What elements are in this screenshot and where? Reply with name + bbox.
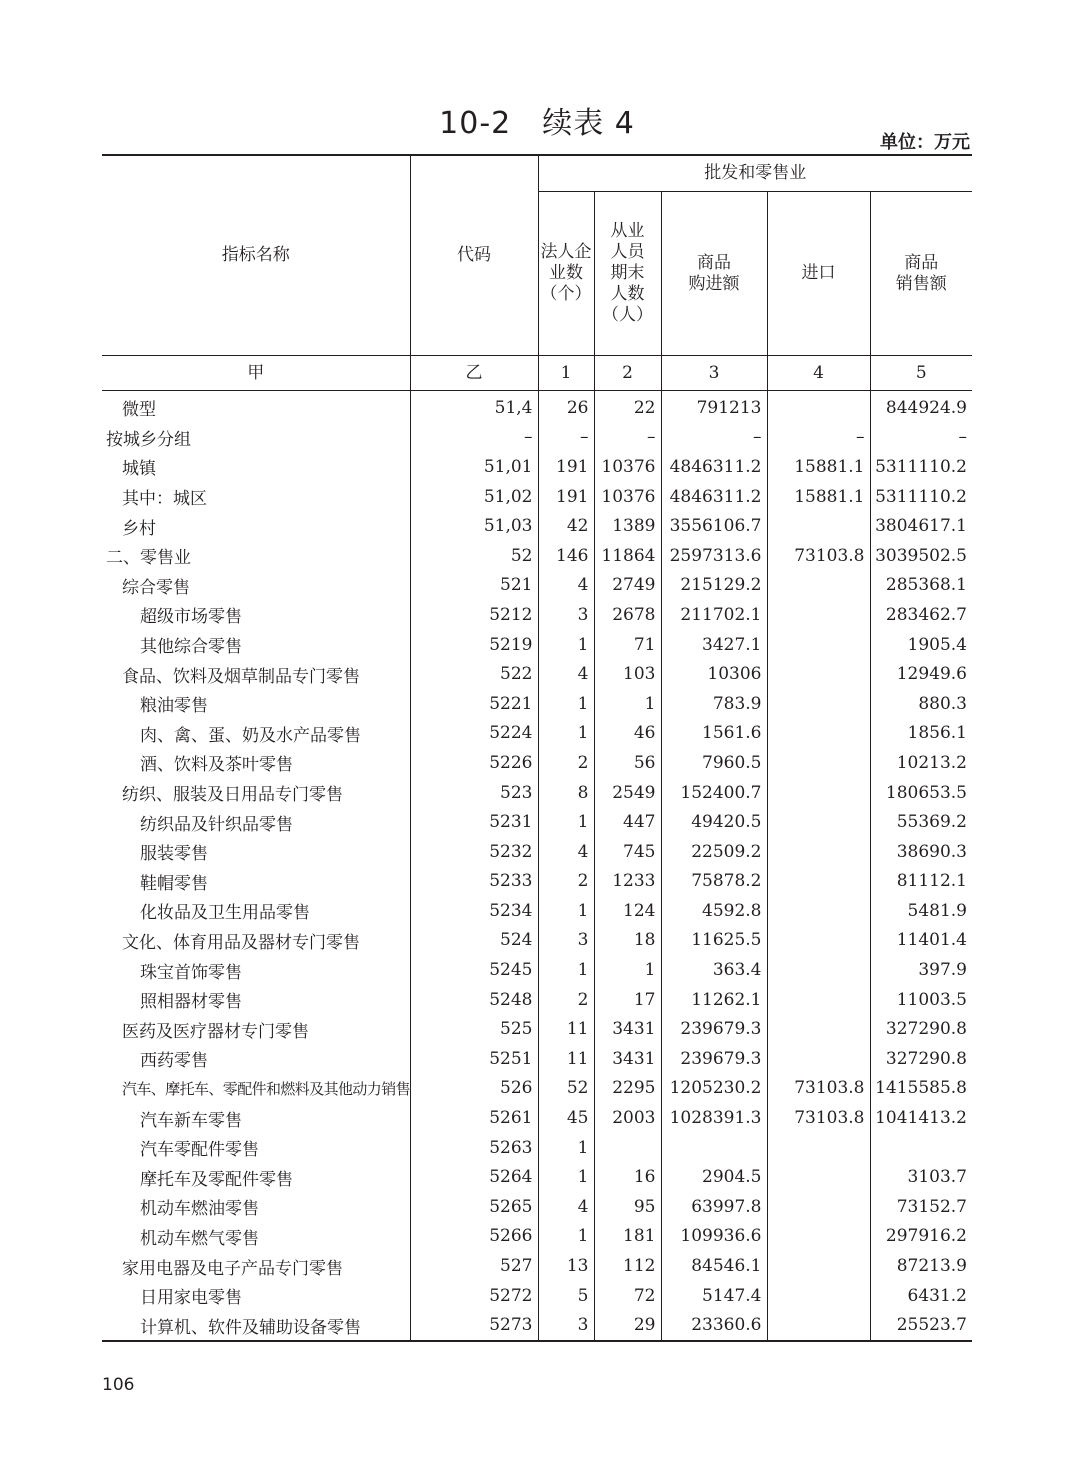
index-name: 甲	[102, 356, 410, 391]
cell-c5: 880.3	[870, 689, 972, 719]
table-row	[102, 391, 972, 423]
cell-c2: 447	[594, 807, 661, 837]
cell-c3: 49420.5	[661, 807, 767, 837]
index-code: 乙	[410, 356, 538, 391]
cell-c4	[767, 1222, 870, 1252]
cell-code: –	[410, 423, 538, 453]
cell-c5: 297916.2	[870, 1222, 972, 1252]
cell-c3: 7960.5	[661, 748, 767, 778]
index-col-2: 2	[594, 356, 661, 391]
cell-c1: 11	[538, 1014, 594, 1044]
cell-c1: 45	[538, 1103, 594, 1133]
row-name: 家用电器及电子产品专门零售	[122, 1258, 343, 1279]
cell-c4	[767, 1192, 870, 1222]
cell-code: 5272	[410, 1281, 538, 1311]
cell-c5: 3804617.1	[870, 511, 972, 541]
cell-c4	[767, 867, 870, 897]
cell-c3: 363.4	[661, 955, 767, 985]
cell-c3: 783.9	[661, 689, 767, 719]
cell-code: 527	[410, 1251, 538, 1281]
row-name: 粮油零售	[140, 696, 208, 717]
cell-code: 51,4	[410, 391, 538, 423]
cell-c4: –	[767, 423, 870, 453]
cell-c2: –	[594, 423, 661, 453]
table-title: 10-2 续表 4	[439, 106, 635, 141]
cell-c4: 15881.1	[767, 452, 870, 482]
cell-c1: 8	[538, 778, 594, 808]
cell-c2: 745	[594, 837, 661, 867]
cell-c5: 5311110.2	[870, 452, 972, 482]
row-name: 汽车新车零售	[140, 1110, 242, 1131]
cell-code: 5245	[410, 955, 538, 985]
cell-code: 5273	[410, 1310, 538, 1341]
row-name: 二、零售业	[106, 548, 191, 569]
cell-c5: 3039502.5	[870, 541, 972, 571]
row-name: 摩托车及零配件零售	[140, 1169, 293, 1190]
table-row	[102, 541, 972, 571]
cell-code: 524	[410, 926, 538, 956]
table-row	[102, 778, 972, 808]
cell-c5: 1905.4	[870, 630, 972, 660]
row-name: 医药及医疗器材专门零售	[122, 1021, 309, 1042]
cell-c5: 25523.7	[870, 1310, 972, 1341]
cell-c5: 3103.7	[870, 1162, 972, 1192]
header-col-5: 商品 销售额	[870, 192, 972, 356]
table-header	[102, 155, 972, 391]
table-row	[102, 1281, 972, 1311]
cell-c3: 11625.5	[661, 926, 767, 956]
cell-c3: 1561.6	[661, 719, 767, 749]
table-row	[102, 1014, 972, 1044]
index-col-4: 4	[767, 356, 870, 391]
table-row	[102, 423, 972, 453]
page-number: 106	[102, 1375, 135, 1395]
cell-c1: 3	[538, 1310, 594, 1341]
cell-code: 51,02	[410, 482, 538, 512]
cell-c1: 13	[538, 1251, 594, 1281]
cell-c4: 73103.8	[767, 1103, 870, 1133]
table-row	[102, 985, 972, 1015]
cell-c5: 327290.8	[870, 1044, 972, 1074]
table-row	[102, 748, 972, 778]
cell-c3: 2597313.6	[661, 541, 767, 571]
header-name: 指标名称	[221, 245, 290, 265]
cell-c2: 2549	[594, 778, 661, 808]
cell-c4	[767, 778, 870, 808]
row-name: 食品、饮料及烟草制品专门零售	[122, 666, 360, 687]
table-row	[102, 1103, 972, 1133]
cell-c3: –	[661, 423, 767, 453]
row-name: 微型	[122, 400, 156, 421]
cell-c1: 1	[538, 689, 594, 719]
table-row	[102, 1310, 972, 1341]
table-row	[102, 659, 972, 689]
cell-c1: 1	[538, 1222, 594, 1252]
cell-code: 5263	[410, 1133, 538, 1163]
cell-code: 5261	[410, 1103, 538, 1133]
cell-c3: 75878.2	[661, 867, 767, 897]
row-name: 照相器材零售	[140, 992, 242, 1013]
cell-c2: 17	[594, 985, 661, 1015]
cell-c1: 2	[538, 748, 594, 778]
cell-c5: 12949.6	[870, 659, 972, 689]
cell-c5: 81112.1	[870, 867, 972, 897]
row-name: 机动车燃气零售	[140, 1228, 259, 1249]
cell-c3: 11262.1	[661, 985, 767, 1015]
cell-c1: 1	[538, 807, 594, 837]
cell-c1: 4	[538, 659, 594, 689]
cell-c4	[767, 659, 870, 689]
cell-c1: 1	[538, 1133, 594, 1163]
cell-c4	[767, 630, 870, 660]
cell-c1: 3	[538, 600, 594, 630]
cell-c2: 11864	[594, 541, 661, 571]
cell-code: 5264	[410, 1162, 538, 1192]
cell-code: 522	[410, 659, 538, 689]
cell-c1: 42	[538, 511, 594, 541]
cell-c4: 15881.1	[767, 482, 870, 512]
table-row	[102, 1133, 972, 1163]
cell-c2: 10376	[594, 452, 661, 482]
row-name: 计算机、软件及辅助设备零售	[140, 1317, 361, 1338]
cell-c1: 26	[538, 391, 594, 423]
unit-label: 单位：万元	[880, 132, 970, 153]
cell-c5: 283462.7	[870, 600, 972, 630]
cell-c4	[767, 1014, 870, 1044]
cell-c5: 38690.3	[870, 837, 972, 867]
cell-c1: –	[538, 423, 594, 453]
table-row	[102, 1222, 972, 1252]
table-row	[102, 867, 972, 897]
cell-c2: 181	[594, 1222, 661, 1252]
header-col-4: 进口	[767, 192, 870, 356]
cell-c4	[767, 511, 870, 541]
cell-code: 5224	[410, 719, 538, 749]
row-name: 服装零售	[140, 844, 208, 865]
table-row	[102, 689, 972, 719]
cell-c2: 72	[594, 1281, 661, 1311]
cell-c5: 73152.7	[870, 1192, 972, 1222]
cell-c4	[767, 600, 870, 630]
cell-c4	[767, 955, 870, 985]
cell-code: 523	[410, 778, 538, 808]
cell-code: 5248	[410, 985, 538, 1015]
cell-c2: 18	[594, 926, 661, 956]
cell-c5: 55369.2	[870, 807, 972, 837]
cell-c3: 1205230.2	[661, 1074, 767, 1104]
cell-c2: 71	[594, 630, 661, 660]
cell-c4: 73103.8	[767, 541, 870, 571]
table-row	[102, 1251, 972, 1281]
cell-c2: 2295	[594, 1074, 661, 1104]
table-row	[102, 571, 972, 601]
table-row	[102, 807, 972, 837]
row-name: 肉、禽、蛋、奶及水产品零售	[140, 725, 361, 746]
cell-c3: 5147.4	[661, 1281, 767, 1311]
cell-c2: 16	[594, 1162, 661, 1192]
table-row	[102, 452, 972, 482]
cell-c2: 22	[594, 391, 661, 423]
cell-c1: 4	[538, 1192, 594, 1222]
cell-code: 51,03	[410, 511, 538, 541]
cell-code: 52	[410, 541, 538, 571]
cell-c1: 52	[538, 1074, 594, 1104]
cell-c2: 29	[594, 1310, 661, 1341]
cell-c1: 11	[538, 1044, 594, 1074]
table-row	[102, 926, 972, 956]
row-name: 珠宝首饰零售	[140, 962, 242, 983]
row-name: 日用家电零售	[140, 1288, 242, 1309]
cell-c5: 5311110.2	[870, 482, 972, 512]
cell-c2: 2749	[594, 571, 661, 601]
cell-c5: 87213.9	[870, 1251, 972, 1281]
cell-c3: 215129.2	[661, 571, 767, 601]
cell-c2: 103	[594, 659, 661, 689]
statistics-table	[102, 154, 972, 1342]
cell-c2	[594, 1133, 661, 1163]
table-row	[102, 837, 972, 867]
row-name: 鞋帽零售	[140, 873, 208, 894]
cell-c2: 56	[594, 748, 661, 778]
row-name: 西药零售	[140, 1051, 208, 1072]
cell-c3: 23360.6	[661, 1310, 767, 1341]
row-name: 超级市场零售	[140, 607, 242, 628]
cell-c4	[767, 1310, 870, 1341]
row-name: 综合零售	[122, 577, 190, 598]
cell-c5: 180653.5	[870, 778, 972, 808]
cell-c3: 239679.3	[661, 1044, 767, 1074]
cell-code: 525	[410, 1014, 538, 1044]
header-group: 批发和零售业	[538, 155, 972, 192]
cell-code: 5232	[410, 837, 538, 867]
cell-c5	[870, 1133, 972, 1163]
cell-code: 5251	[410, 1044, 538, 1074]
cell-c1: 1	[538, 1162, 594, 1192]
cell-code: 521	[410, 571, 538, 601]
cell-c5: 11003.5	[870, 985, 972, 1015]
header-col-3: 商品 购进额	[661, 192, 767, 356]
cell-c2: 112	[594, 1251, 661, 1281]
cell-c1: 191	[538, 482, 594, 512]
cell-c1: 1	[538, 630, 594, 660]
cell-c2: 2678	[594, 600, 661, 630]
cell-c3: 3427.1	[661, 630, 767, 660]
cell-c3: 211702.1	[661, 600, 767, 630]
cell-c4	[767, 748, 870, 778]
cell-code: 5231	[410, 807, 538, 837]
header-code: 代码	[410, 155, 538, 356]
cell-code: 5226	[410, 748, 538, 778]
cell-c4	[767, 719, 870, 749]
cell-c4	[767, 926, 870, 956]
cell-c1: 2	[538, 985, 594, 1015]
row-name: 其他综合零售	[140, 637, 242, 658]
cell-c3: 84546.1	[661, 1251, 767, 1281]
cell-c5: 1041413.2	[870, 1103, 972, 1133]
cell-c5: 844924.9	[870, 391, 972, 423]
cell-c5: –	[870, 423, 972, 453]
cell-c3: 109936.6	[661, 1222, 767, 1252]
cell-c1: 1	[538, 955, 594, 985]
cell-c3: 4846311.2	[661, 452, 767, 482]
index-col-5: 5	[870, 356, 972, 391]
cell-c5: 6431.2	[870, 1281, 972, 1311]
cell-c2: 1389	[594, 511, 661, 541]
cell-c2: 95	[594, 1192, 661, 1222]
cell-c2: 3431	[594, 1044, 661, 1074]
cell-code: 5212	[410, 600, 538, 630]
cell-c5: 1856.1	[870, 719, 972, 749]
row-name: 化妆品及卫生用品零售	[140, 903, 310, 924]
table-row	[102, 630, 972, 660]
cell-c1: 1	[538, 896, 594, 926]
cell-c4	[767, 807, 870, 837]
row-name: 按城乡分组	[106, 429, 191, 450]
row-name: 机动车燃油零售	[140, 1199, 259, 1220]
table-row	[102, 1074, 972, 1104]
cell-c5: 5481.9	[870, 896, 972, 926]
row-name: 乡村	[122, 518, 156, 539]
cell-c4	[767, 1251, 870, 1281]
cell-c4	[767, 837, 870, 867]
cell-c1: 2	[538, 867, 594, 897]
header-col-2: 从业 人员 期末 人数 （人）	[594, 192, 661, 356]
cell-c3: 1028391.3	[661, 1103, 767, 1133]
cell-c1: 3	[538, 926, 594, 956]
cell-code: 5233	[410, 867, 538, 897]
cell-code: 51,01	[410, 452, 538, 482]
cell-c2: 1233	[594, 867, 661, 897]
cell-c2: 1	[594, 689, 661, 719]
cell-c3: 239679.3	[661, 1014, 767, 1044]
cell-c3: 791213	[661, 391, 767, 423]
table-row	[102, 511, 972, 541]
header-col-1: 法人企 业数 （个）	[538, 192, 594, 356]
cell-c3: 3556106.7	[661, 511, 767, 541]
cell-c1: 146	[538, 541, 594, 571]
row-name: 汽车、摩托车、零配件和燃料及其他动力销售	[122, 1079, 411, 1098]
table-row	[102, 1044, 972, 1074]
cell-c2: 2003	[594, 1103, 661, 1133]
cell-c1: 5	[538, 1281, 594, 1311]
cell-c3: 2904.5	[661, 1162, 767, 1192]
cell-c4	[767, 1281, 870, 1311]
cell-c3: 4846311.2	[661, 482, 767, 512]
table-row	[102, 719, 972, 749]
cell-c3: 4592.8	[661, 896, 767, 926]
row-name: 纺织、服装及日用品专门零售	[122, 785, 343, 806]
cell-c4	[767, 1162, 870, 1192]
cell-c5: 1415585.8	[870, 1074, 972, 1104]
cell-c2: 124	[594, 896, 661, 926]
cell-c5: 397.9	[870, 955, 972, 985]
cell-c1: 1	[538, 719, 594, 749]
cell-code: 5221	[410, 689, 538, 719]
cell-c4	[767, 391, 870, 423]
row-name: 城镇	[122, 459, 156, 480]
cell-code: 5234	[410, 896, 538, 926]
table-body	[102, 391, 972, 1342]
cell-c3	[661, 1133, 767, 1163]
cell-code: 5266	[410, 1222, 538, 1252]
cell-c4	[767, 689, 870, 719]
data-table-container	[102, 154, 972, 1342]
cell-c1: 4	[538, 837, 594, 867]
cell-c4	[767, 571, 870, 601]
table-row	[102, 1162, 972, 1192]
cell-c3: 152400.7	[661, 778, 767, 808]
cell-code: 5219	[410, 630, 538, 660]
cell-c4	[767, 1044, 870, 1074]
row-name: 文化、体育用品及器材专门零售	[122, 932, 360, 953]
row-name: 其中：城区	[122, 489, 207, 510]
row-name: 纺织品及针织品零售	[140, 814, 293, 835]
cell-c5: 10213.2	[870, 748, 972, 778]
row-name: 汽车零配件零售	[140, 1140, 259, 1161]
cell-c5: 285368.1	[870, 571, 972, 601]
index-col-3: 3	[661, 356, 767, 391]
cell-c4: 73103.8	[767, 1074, 870, 1104]
table-row	[102, 896, 972, 926]
table-row	[102, 955, 972, 985]
cell-c2: 3431	[594, 1014, 661, 1044]
row-name: 酒、饮料及茶叶零售	[140, 755, 293, 776]
table-row	[102, 1192, 972, 1222]
table-row	[102, 482, 972, 512]
cell-c2: 10376	[594, 482, 661, 512]
cell-c4	[767, 985, 870, 1015]
cell-code: 5265	[410, 1192, 538, 1222]
cell-c1: 191	[538, 452, 594, 482]
cell-c4	[767, 896, 870, 926]
cell-c4	[767, 1133, 870, 1163]
cell-c2: 46	[594, 719, 661, 749]
cell-c3: 10306	[661, 659, 767, 689]
cell-c3: 22509.2	[661, 837, 767, 867]
cell-c5: 327290.8	[870, 1014, 972, 1044]
table-row	[102, 600, 972, 630]
cell-c3: 63997.8	[661, 1192, 767, 1222]
index-col-1: 1	[538, 356, 594, 391]
cell-code: 526	[410, 1074, 538, 1104]
cell-c1: 4	[538, 571, 594, 601]
cell-c5: 11401.4	[870, 926, 972, 956]
cell-c2: 1	[594, 955, 661, 985]
